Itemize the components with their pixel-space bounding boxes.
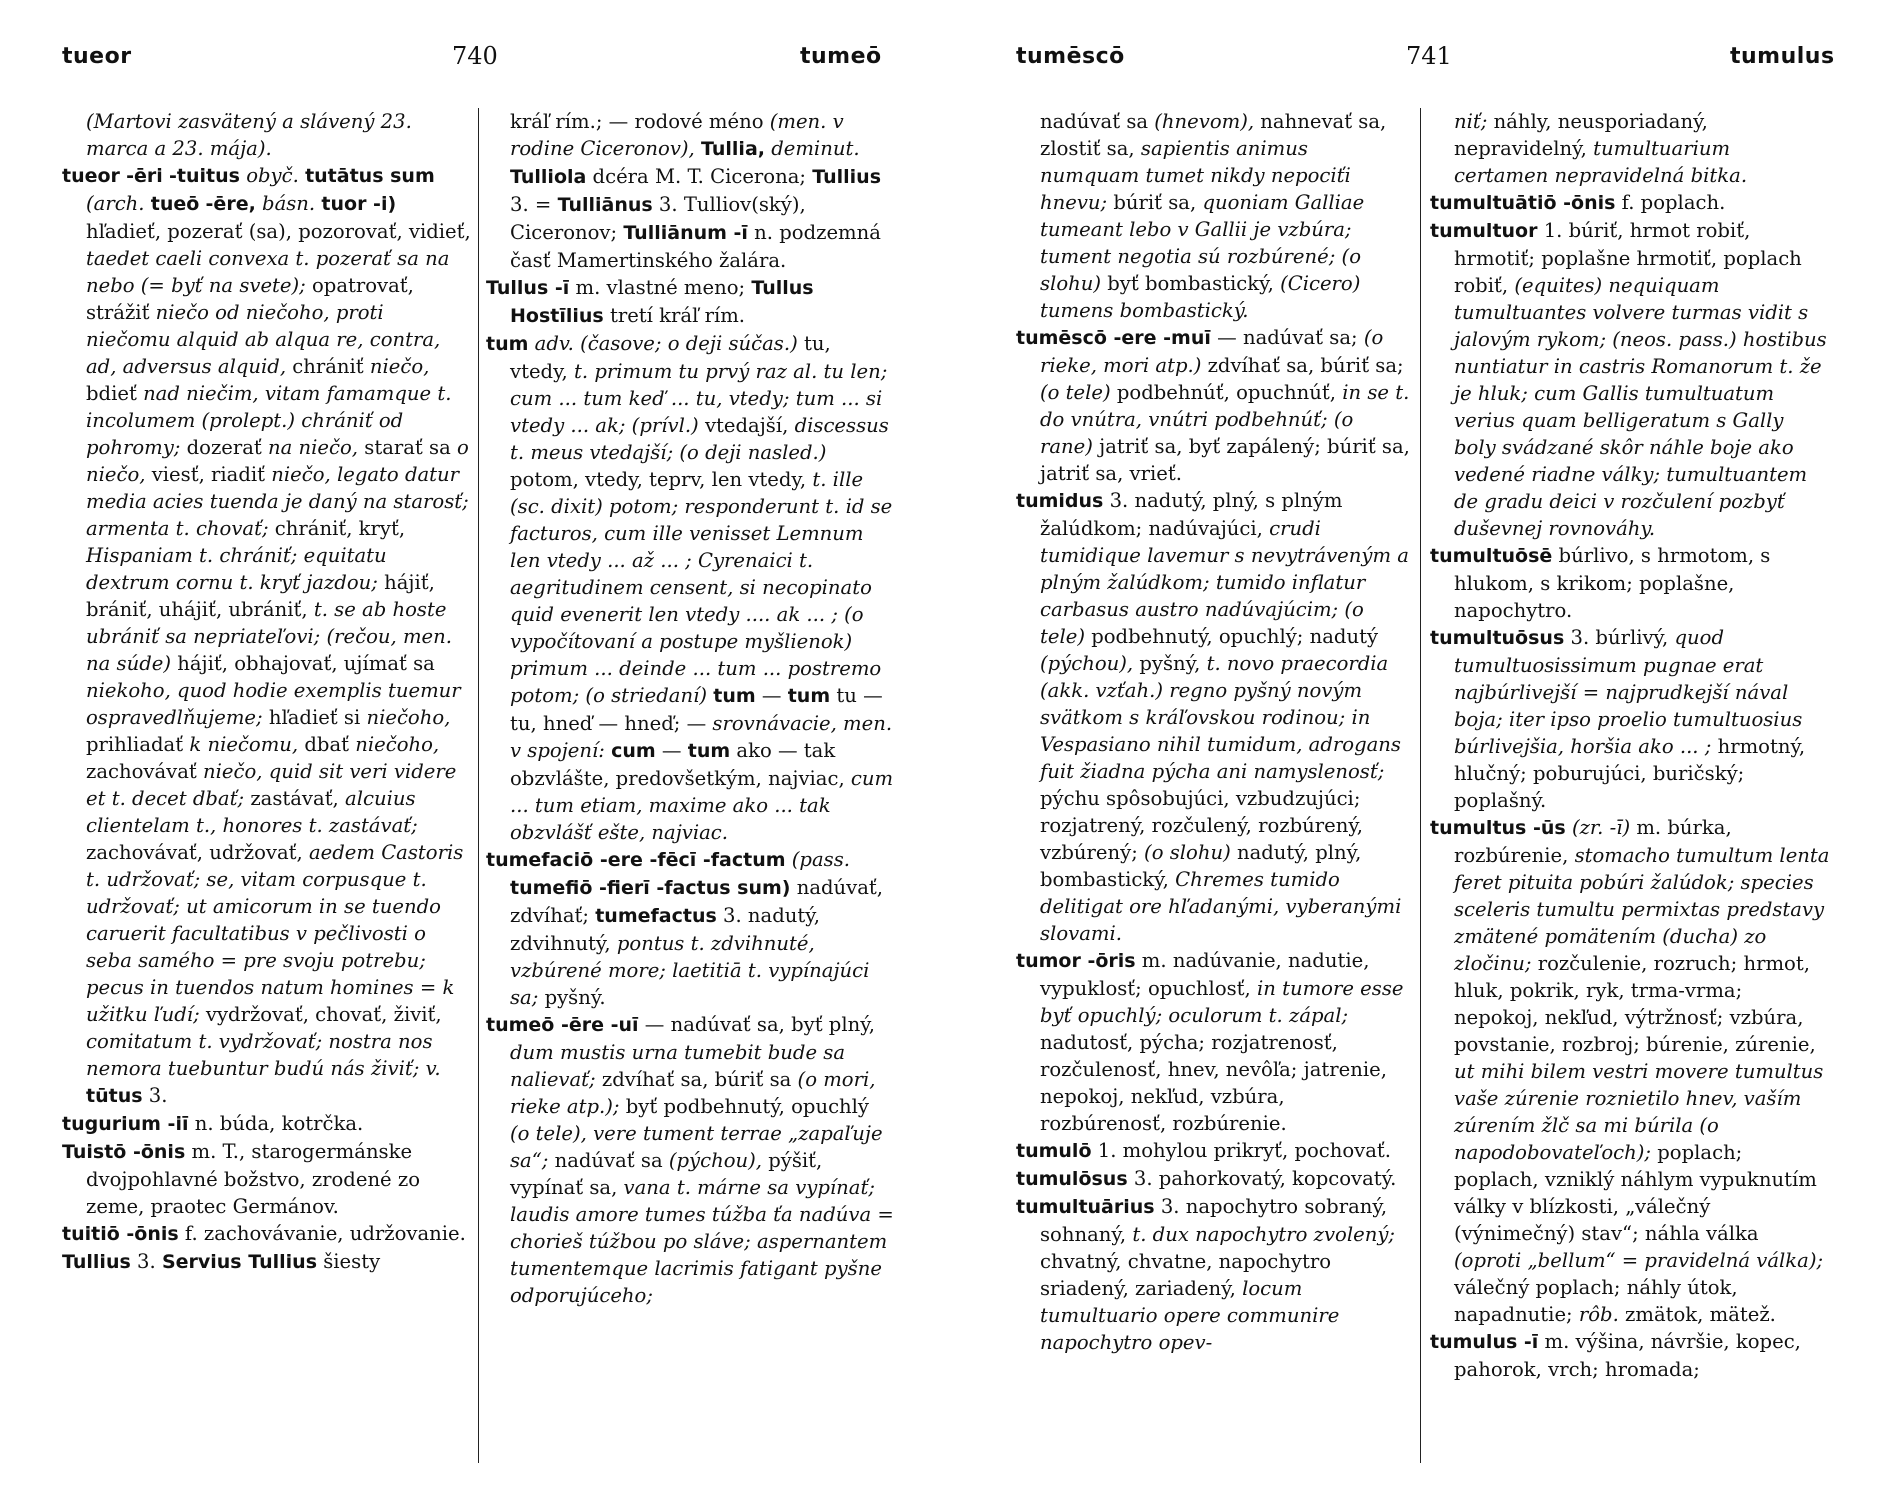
headword: -ēre, (205, 193, 256, 215)
dictionary-entry (1016, 324, 1410, 487)
headword: tumor -ōris (1016, 950, 1136, 972)
dictionary-entry (1430, 189, 1830, 217)
headword: tum (787, 685, 831, 707)
example-text: niekoho, quod hodie exemplis tuemur ospravedlňujeme; (86, 679, 461, 729)
example-text: Chremes tumido delitigat ore hľadanými, vyberanými slovami. (1040, 868, 1402, 945)
definition-text: poplach; poplach, vzniklý náhlym vypuknutím války v blízkosti, „válečný (výnimečný) stav“; náhla válka (1454, 1141, 1817, 1245)
example-text: niečoho, (366, 706, 451, 729)
definition-text: vtedajší, (698, 414, 795, 437)
headword: Tullus -ī (486, 277, 570, 299)
column-1 (62, 108, 472, 1276)
page-number: 741 (1406, 42, 1452, 70)
definition-text: m. vlastné meno; (569, 276, 752, 299)
example-text: básn. (262, 192, 316, 215)
headword: tugurium -iī (62, 1113, 189, 1135)
example-text: (arch. (86, 192, 145, 215)
definition-text: búrlivo, s hrmotom, s hlukom, s krikom; poplašne, napochytro. (1454, 544, 1771, 622)
example-text: cum ... tum etiam, maxime ako ... tak obzvlášť ešte, najviac. (510, 767, 894, 844)
definition-text: 3. Tulliov(ský), Ciceronov; (510, 193, 806, 244)
example-text: (pass. (791, 848, 850, 871)
example-text: t. primum tu prvý raz al. tu len; cum ... tum keď ... tu, vtedy; tum ... si vtedy ... ak; (prívl.) (510, 360, 888, 437)
headword: Servius Tullius (161, 1251, 317, 1273)
example-text: niečo, (369, 355, 430, 378)
example-text: crudi tumidique lavemur s nevytráveným a plným žalúdkom; tumido inflatur carbasus austro nadúvajúcim; (o tele) (1040, 517, 1409, 648)
definition-text: m. T., starogermánske dvojpohlavné božstvo, zrodené zo zeme, praotec Germánov. (86, 1140, 421, 1218)
example-text: vana t. márne sa vypínať; laudis amore tumes túžba ťa nadúva = chorieš túžbou po sláve; aspernantem tumentemque lacrimis fatigant pyšne odporujúceho; (510, 1176, 894, 1307)
example-text: in se t. do vnútra, vnútri podbehnúť; (o rane) (1040, 381, 1410, 458)
definition-text: pyšný. (538, 986, 606, 1009)
definition-text: n. búda, kotrčka. (188, 1112, 364, 1135)
definition-text: hľadieť, pozerať (sa), pozorovať, vidieť, (86, 220, 471, 243)
headword: tumultuōsē (1430, 545, 1553, 567)
dictionary-entry (1430, 1328, 1830, 1383)
headword: tum (486, 333, 529, 355)
definition-text: pýchu spôsobujúci, vzbudzujúci; rozjatrený, rozčulený, rozbúrený, vzbúrený; (1040, 787, 1364, 864)
column-2 (486, 108, 894, 1309)
definition-text: zdvíhať sa, búriť sa; (1201, 354, 1404, 377)
definition-text: chrániť (286, 355, 370, 378)
headword: -ēri (126, 165, 163, 187)
definition-text: hájiť, brániť, uhájiť, ubrániť, (86, 571, 435, 621)
headword: tueor (62, 165, 120, 187)
definition-text: m. búrka, rozbúrenie, (1454, 816, 1732, 867)
definition-text: vydržovať, chovať, živiť, (199, 1003, 442, 1026)
definition-text: dozerať (180, 436, 269, 459)
definition-text: zastávať, (244, 787, 346, 810)
example-text: t. novo praecordia (akk. vzťah.) regno pyšný novým svätkom s kráľovskou rodinou; in Vespasiano nihil tumidum, adrogans fuit žiadna pýcha ani namyslenosť; (1040, 652, 1401, 783)
headword: tumultuātiō -ōnis (1430, 192, 1616, 214)
example-text: quod tumultuosissimum pugnae erat najbúrlivejší = najprudkejší nával boja; iter ipso proelio tumultuosius búrlivejšia, horšia ako ... ; (1454, 626, 1803, 758)
example-text: (pýchou), (1040, 652, 1134, 675)
definition-text: zachovávať (86, 760, 203, 783)
example-text: nad niečim, vitam famamque t. incolumem (prolept.) chrániť od pohromy; (86, 382, 452, 459)
definition-text: viesť, riadiť (145, 463, 272, 486)
example-text: niečoho, (355, 733, 440, 756)
example-text: (o tele), vere tument terrae „zapaľuje sa“; (510, 1122, 883, 1172)
definition-text: bdieť (86, 382, 144, 405)
definition-text: 3. (130, 1250, 162, 1273)
example-text: (men. v rodine Ciceronov), (510, 110, 844, 160)
example-text: (oproti „bellum“ = pravidelná válka); (1454, 1249, 1824, 1272)
example-text: o niečo, (86, 436, 469, 486)
definition-text: náhly, neusporiadaný, nepravidelný, (1454, 110, 1708, 160)
column-2 (1430, 108, 1830, 1383)
definition-text: 3. napochytro sobraný, sohnaný, (1040, 1195, 1388, 1246)
dictionary-entry (62, 1138, 472, 1220)
definition-text: hľadieť si (262, 706, 367, 729)
example-text: aedem Castoris t. udržovať; se, vitam corpusque t. udržovať; ut amicorum in se tuendo caruerit facultatibus v pečlivosti o seba samého = pre svoju potrebu; pecus in tuendos natum homines = k užitku ľudí; (86, 841, 464, 1026)
definition-text: rozčulenie, rozruch; hrmot, hluk, pokrik, ryk, trma-vrma; nepokoj, nekľud, výtržnosť; vzbúra, povstanie, rozbroj; búrenie, zúrenie, (1454, 952, 1816, 1056)
definition-text: dbať (298, 733, 356, 756)
definition-text: nadúvať sa (1040, 110, 1155, 133)
definition-text: 3. búrlivý, (1564, 626, 1675, 649)
example-text: tumultuarium certamen nepravidelná bitka. (1454, 137, 1748, 187)
example-text: srovnávacie, men. v spojení: (510, 712, 893, 762)
definition-text: nadutý, plný, bombastický, (1040, 841, 1362, 891)
headword: tumultuor (1430, 220, 1538, 242)
definition-text: n. podzemná časť Mamertinského žalára. (510, 221, 881, 272)
dictionary-entry (486, 846, 894, 1011)
example-text: ut mihi bilem vestri movere tumultus vaše zúrenie roznietilo hnev, vaším zúrením žlč sa mi búrila (o napodobovateľoch); (1454, 1060, 1824, 1164)
definition-text: podbehnúť, opuchnúť, (1110, 381, 1343, 404)
dictionary-entry (1016, 1193, 1410, 1356)
definition-text: starať sa (358, 436, 457, 459)
headword: tuor -i) (321, 193, 397, 215)
definition-text: f. poplach. (1615, 191, 1726, 214)
definition-text: — (755, 684, 788, 707)
example-text: (zr. -ī) (1571, 816, 1631, 839)
example-text: t. ille (sc. dixit) potom; responderunt t. id se facturos, cum ille venisset Lemnum len vtedy ... až ... ; Cyrenaici t. aegritudinem censent, si necopinato quid evenerit len vtedy .... ak ... ; (o vypočítovaní a postupe myšlienok) primum ... deinde ... tum ... postremo potom; (o striedaní) (510, 468, 893, 707)
headword: Tulliānum -ī (623, 222, 748, 244)
guide-word-right: tumulus (1730, 44, 1835, 69)
definition-text: zachovávať, udržovať, (86, 841, 309, 864)
definition-text: 1. mohylou prikryť, pochovať. (1091, 1139, 1392, 1162)
entry-continuation (1430, 108, 1830, 189)
definition-text: pýšiť, vypínať sa, (510, 1149, 823, 1199)
example-text: pontus t. zdvihnuté, vzbúrené more; laetitiā t. vypínajúci sa; (510, 932, 870, 1009)
column-divider (478, 108, 479, 1463)
example-text: comitatum t. vydržovať; nostra nos nemora tuebuntur budú nás živiť; v. (86, 1030, 441, 1080)
definition-text: nahnevať sa, zlostiť sa, (1040, 110, 1387, 160)
example-text: stomacho tumultum lenta feret pituita pobúri žalúdok; species sceleris tumultu permixtas predstavy zmätené pomätením (ducha) zo zločinu; (1454, 844, 1830, 975)
headword: tumulōsus (1016, 1168, 1128, 1190)
definition-text: — nadúvať sa; (1210, 326, 1364, 349)
entry-continuation (1016, 108, 1410, 324)
example-text: na niečo, (268, 436, 359, 459)
example-text: (Cicero) tumens bombastický. (1040, 272, 1361, 322)
headword: -tuitus (169, 165, 240, 187)
definition-text: byť podbehnutý, opuchlý (619, 1095, 870, 1118)
dictionary-entry (1016, 1165, 1410, 1193)
headword: Tuistō -ōnis (62, 1141, 186, 1163)
example-text: rôb. (1578, 1303, 1619, 1326)
example-text: k niečomu, (189, 733, 299, 756)
entry-continuation (62, 108, 472, 162)
definition-text: válečný poplach; náhly útok, napadnutie; (1454, 1276, 1738, 1326)
example-text: niť; (1454, 110, 1488, 133)
headword: tumefiō -fierī -factus sum) (510, 877, 791, 899)
definition-text: 3. = (510, 193, 558, 216)
headword: tuitiō -ōnis (62, 1223, 179, 1245)
definition-text: chvatný, chvatne, napochytro sriadený, zariadený, (1040, 1250, 1331, 1300)
definition-text: nadutosť, pýcha; rozjatrenosť, rozčulenosť, hnev, nevôľa; jatrenie, nepokoj, nekľud, vzbúra, rozbúrenosť, rozbúrenie. (1040, 1031, 1387, 1135)
example-text: deminut. (771, 137, 860, 160)
dictionary-entry (62, 1248, 472, 1276)
example-text: (Martovi zasvätený a slávený 23. marca a 23. mája). (86, 110, 412, 160)
headword: tueō (150, 193, 200, 215)
headword: tum (687, 740, 731, 762)
definition-text: tu — tu, hneď — hneď; — (510, 684, 883, 735)
example-text: discessus t. meus vtedajší; (o deji nasled.) (510, 414, 889, 464)
definition-text: búriť sa, (1107, 191, 1203, 214)
definition-text: — nadúvať sa, byť plný, (638, 1013, 875, 1036)
definition-text: ako — tak obzvlášte, predovšetkým, najviac, (510, 739, 851, 790)
definition-text: pyšný, (1133, 652, 1207, 675)
entry-continuation (486, 108, 894, 274)
guide-word-left: tueor (62, 44, 132, 69)
definition-text: prihliadať (86, 733, 190, 756)
definition-text: zdvíhať sa, búriť sa (595, 1068, 798, 1091)
definition-text: chrániť, kryť, (268, 517, 406, 540)
definition-text: tretí kráľ rím. (603, 304, 746, 327)
dictionary-entry (486, 1011, 894, 1309)
example-text: (o rieke, mori atp.) (1040, 326, 1384, 377)
headword: Tulliānus (557, 194, 653, 216)
example-text: quoniam Galliae tumeant lebo v Gallii je vzbúra; tument negotia sú rozbúrené; (o slohu) (1040, 191, 1365, 295)
example-text: obyč. (246, 164, 299, 187)
definition-text: 3. nadutý, plný, s plným žalúdkom; nadúvajúci, (1040, 489, 1343, 540)
headword: Tullus Hostīlius (510, 277, 814, 327)
definition-text: 3. pahorkovatý, kopcovatý. (1127, 1167, 1397, 1190)
dictionary-entry (62, 162, 472, 1110)
definition-text: f. zachovávanie, udržovanie. (178, 1222, 466, 1245)
example-text: (pýchou), (668, 1149, 763, 1172)
headword: tumultuārius (1016, 1196, 1155, 1218)
example-text: (o mori, rieke atp.); (510, 1068, 876, 1118)
dictionary-entry (62, 1110, 472, 1138)
example-text: niečo, quid sit veri videre et t. decet dbať; (86, 760, 457, 810)
definition-text: byť bombastický, (1101, 272, 1281, 295)
page-number: 740 (452, 42, 498, 70)
dictionary-entry (1016, 487, 1410, 947)
headword: tumefactus (595, 905, 717, 927)
example-text: (o slohu) (1144, 841, 1231, 864)
example-text: dum mustis urna tumebit bude sa nalievať; (510, 1041, 846, 1091)
headword: Tulliola (510, 166, 587, 188)
definition-text: nadúvať, zdvíhať; (510, 876, 884, 927)
example-text: adv. (časove; o deji súčas.) (534, 332, 798, 355)
headword: tumulō (1016, 1140, 1092, 1162)
definition-text: opatrovať, strážiť (86, 274, 414, 324)
example-text: niečo od niečoho, proti niečomu alquid ab alqua re, contra, ad, adversus alquid, (86, 301, 441, 378)
definition-text: 1. búriť, hrmot robiť, hrmotiť; poplašne hrmotiť, poplach robiť, (1454, 219, 1802, 297)
example-text: taedet caeli convexa t. pozerať sa na nebo (= byť na svete); (86, 247, 450, 297)
definition-text: m. nadúvanie, nadutie, vypuklosť; opuchlosť, (1040, 949, 1370, 1000)
dictionary-entry (1430, 624, 1830, 814)
headword: tumultus -ūs (1430, 817, 1566, 839)
guide-word-left: tumēscō (1016, 44, 1125, 69)
headword: tumēscō -ere -muī (1016, 327, 1211, 349)
headword: tumultuōsus (1430, 627, 1565, 649)
definition-text: hrmotný, hlučný; poburujúci, buričský; poplašný. (1454, 735, 1806, 812)
example-text: niečo, legato datur media acies tuenda je daný na starosť; armenta t. chovať; (86, 463, 469, 540)
definition-text: zmätok, mätež. (1618, 1303, 1776, 1326)
example-text: in tumore esse byť opuchlý; oculorum t. zápal; (1040, 977, 1404, 1027)
example-text: sapientis animus numquam tumet nikdy nepociťi hnevu; (1040, 137, 1351, 214)
dictionary-entry (1430, 542, 1830, 624)
definition-text: nadúvať sa (554, 1149, 669, 1172)
headword: tūtus (86, 1085, 143, 1107)
definition-text: jatriť sa, byť zapálený; búriť sa, jatriť sa, vrieť. (1040, 435, 1410, 485)
dictionary-entry (62, 1220, 472, 1248)
headword: Tullia, (701, 138, 765, 160)
definition-text: dcéra M. T. Cicerona; (586, 165, 813, 188)
definition-text: kráľ rím.; — rodové méno (510, 110, 770, 133)
example-text: (o tele) (1040, 381, 1111, 404)
dictionary-entry (1430, 217, 1830, 542)
column-divider (1420, 108, 1421, 1463)
headword: tum (713, 685, 756, 707)
definition-text: 3. (142, 1084, 168, 1107)
dictionary-entry (1016, 1137, 1410, 1165)
definition-text: šiesty (317, 1250, 381, 1273)
headword: tumidus (1016, 490, 1104, 512)
definition-text: 3. nadutý, zdvihnutý, (510, 904, 820, 955)
guide-word-right: tumeō (800, 44, 882, 69)
example-text: alcuius clientelam t., honores t. zastávať; (86, 787, 418, 837)
definition-text: podbehnutý, opuchlý; nadutý (1084, 625, 1379, 648)
definition-text: potom, vtedy, teprv, len vtedy, (510, 468, 813, 491)
headword: cum (611, 740, 656, 762)
headword: Tullius (62, 1251, 131, 1273)
definition-text: — (655, 739, 688, 762)
dictionary-entry (486, 274, 894, 330)
headword: tumefaciō -ere -fēcī -factum (486, 849, 786, 871)
headword: tumeō -ēre -uī (486, 1014, 639, 1036)
definition-text: m. výšina, návršie, kopec, pahorok, vrch; hromada; (1454, 1330, 1801, 1381)
example-text: t. se ab hoste ubrániť sa nepriateľovi; (rečou, men. na súde) (86, 598, 452, 675)
column-1 (1016, 108, 1410, 1356)
definition-text: tu, vtedy, (510, 332, 831, 383)
headword: tutātus sum (305, 165, 435, 187)
dictionary-entry (1430, 814, 1830, 1328)
example-text: (equites) nequiquam tumultuantes volvere turmas vidit s jalovým rykom; (neos. pass.) hostibus nuntiatur in castris Romanorum t. že je hluk; cum Gallis tumultuatum verius quam belligeratum s Gally boly svádzané skôr náhle boje ako vedené riadne války; tumultuantem de gradu deici v rozčulení pozbyť duševnej rovnováhy. (1454, 274, 1827, 540)
example-text: t. dux napochytro zvolený; (1132, 1223, 1396, 1246)
example-text: (hnevom), (1154, 110, 1255, 133)
headword: Tullius (812, 166, 882, 188)
example-text: locum tumultuario opere communire napochytro opev- (1040, 1277, 1340, 1354)
dictionary-entry (486, 330, 894, 846)
example-text: Hispaniam t. chrániť; equitatu dextrum cornu t. kryť jazdou; (86, 544, 387, 594)
headword: tumulus -ī (1430, 1331, 1539, 1353)
definition-text: hájiť, obhajovať, ujímať sa (171, 652, 435, 675)
right-page (944, 0, 1888, 1500)
dictionary-entry (1016, 947, 1410, 1137)
